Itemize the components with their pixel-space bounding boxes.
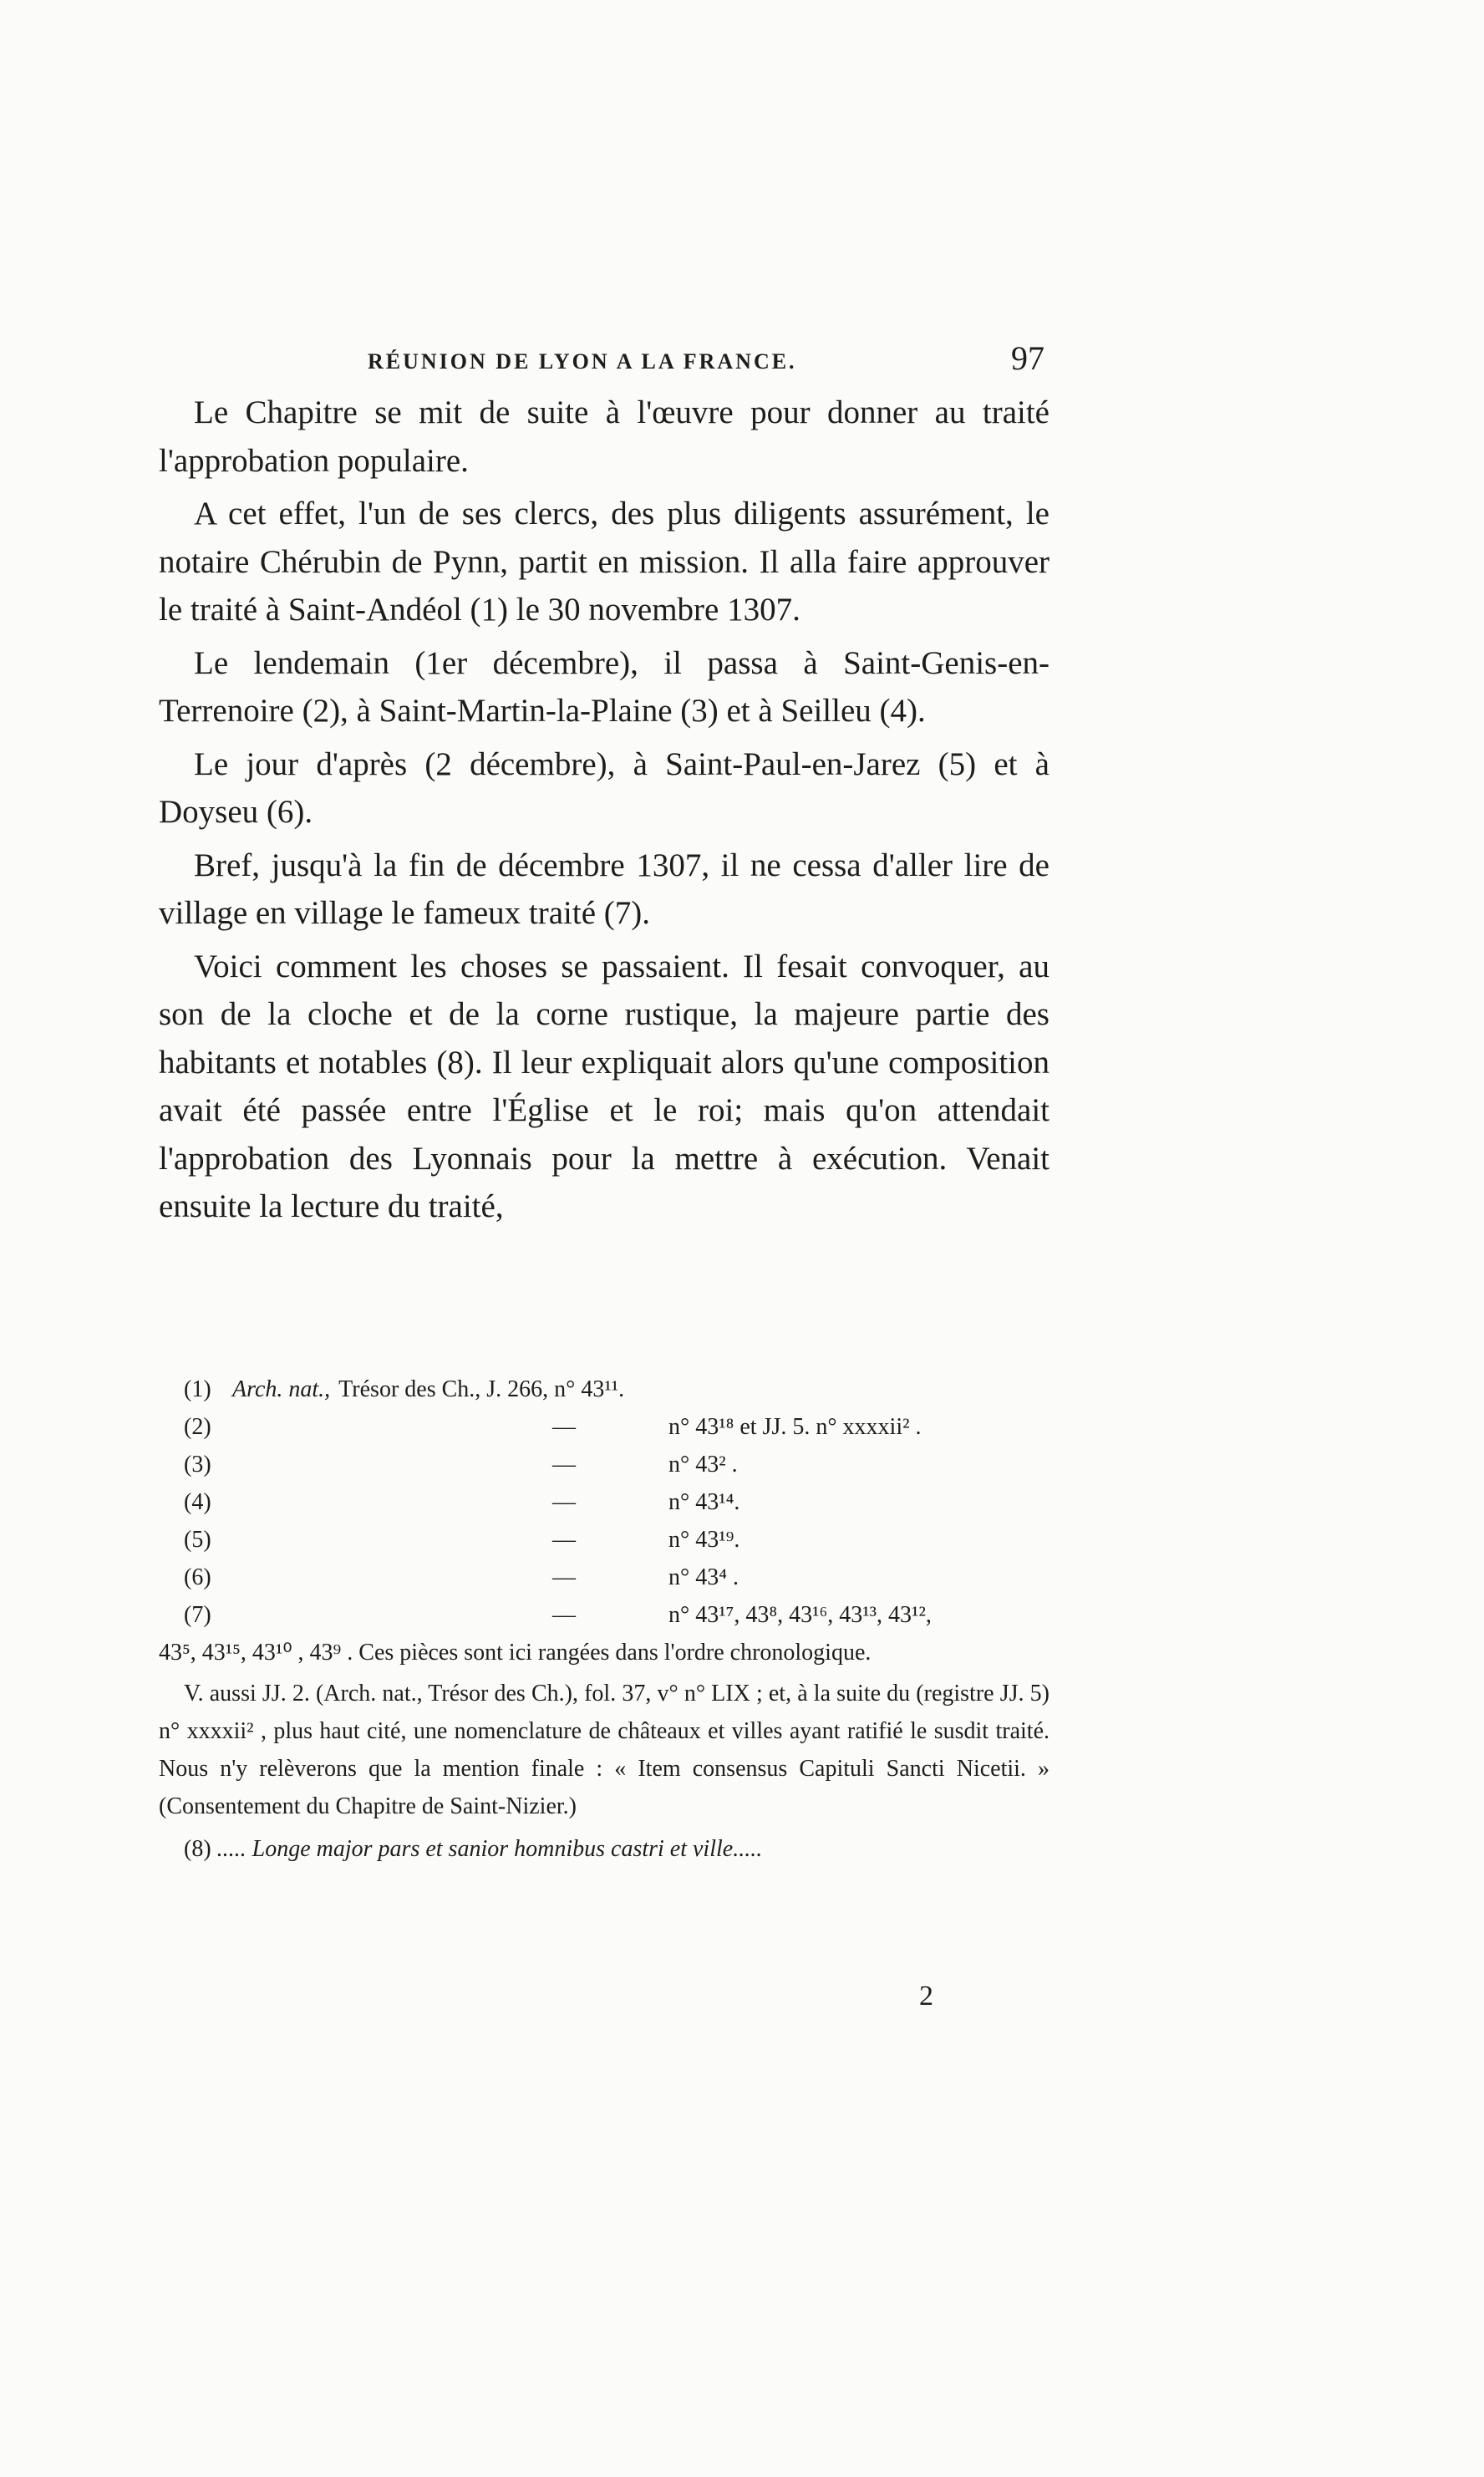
running-title: RÉUNION DE LYON A LA FRANCE. [368,349,797,374]
footnotes [159,1371,1049,1868]
ditto-dash: — [552,1489,576,1515]
main-text [159,389,1049,1236]
footnote-reference: n° 43² . [668,1452,738,1478]
footnote-row [159,1596,1049,1634]
ditto-dash: — [552,1602,576,1628]
footnote-row [159,1521,1049,1559]
footnote-row [159,1559,1049,1596]
footnote-number: (5) [184,1527,211,1553]
paragraph: Le Chapitre se mit de suite à l'œuvre pour donner au traité l'approbation populaire. [159,394,1049,479]
footnote-1 [159,1371,1049,1408]
footnote-number: (7) [184,1602,211,1628]
ditto-dash: — [552,1452,576,1478]
page-number: 97 [1011,339,1044,377]
footnote-reference: n° 43¹⁴. [668,1489,740,1515]
paragraph: A cet effet, l'un de ses clercs, des plus diligents assurément, le notaire Chérubin de Pynn, partit en mission. Il alla faire approuver le traité à Saint-Andéol (1) le 30 novembre 1307. [159,496,1049,628]
footnote-reference: Trésor des Ch., J. 266, n° 43¹¹. [338,1376,625,1402]
signature-mark: 2 [919,1981,933,2012]
footnote-number: (8) [184,1836,211,1862]
footnote-quote: ..... Longe major pars et sanior homnibus castri et ville..... [216,1836,763,1862]
footnote-row [159,1446,1049,1483]
paragraph: Le jour d'après (2 décembre), à Saint-Paul-en-Jarez (5) et à Doyseu (6). [159,745,1049,830]
footnote-paragraph: V. aussi JJ. 2. (Arch. nat., Trésor des Ch.), fol. 37, v° n° LIX ; et, à la suite du (registre JJ. 5) n° xxxxii² , plus haut cité, une nomenclature de châteaux et villes ayant ratifié le susdit traité. Nous n'y relèverons que la mention finale : « Item consensus Capituli Sancti Nicetii. » (Consentement du Chapitre de Saint-Nizier.) [159,1681,1049,1819]
footnote-number: (3) [184,1452,211,1478]
footnote-row [159,1483,1049,1521]
paragraph: Voici comment les choses se passaient. Il fesait convoquer, au son de la cloche et de la corne rustique, la majeure partie des habitants et notables (8). Il leur expliquait alors qu'une composition avait été passée entre l'Église et le roi; mais qu'on attendait l'approbation des Lyonnais pour la mettre à exécution. Venait ensuite la lecture du traité, [159,948,1049,1224]
footnote-number: (2) [184,1414,211,1440]
footnote-source: Arch. nat., [232,1376,331,1402]
footnote-number: (1) [184,1376,211,1402]
ditto-dash: — [552,1527,576,1553]
footnote-number: (4) [184,1489,211,1515]
footnote-reference: n° 43¹⁸ et JJ. 5. n° xxxxii² . [668,1414,922,1440]
footnote-number: (6) [184,1564,211,1590]
ditto-dash: — [552,1414,576,1440]
footnote-reference: n° 43¹⁹. [668,1527,740,1553]
footnote-reference: n° 43¹⁷, 43⁸, 43¹⁶, 43¹³, 43¹², [668,1602,932,1628]
paragraph: Le lendemain (1er décembre), il passa à Saint-Genis-en-Terrenoire (2), à Saint-Martin-la-Plaine (3) et à Seilleu (4). [159,644,1049,729]
paragraph: Bref, jusqu'à la fin de décembre 1307, il ne cessa d'aller lire de village en village le fameux traité (7). [159,847,1049,931]
footnote-continuation: 43⁵, 43¹⁵, 43¹⁰ , 43⁹ . Ces pièces sont ici rangées dans l'ordre chronologique. [159,1640,872,1666]
ditto-dash: — [552,1564,576,1590]
footnote-row [159,1408,1049,1446]
footnote-8 [159,1830,1049,1868]
footnote-reference: n° 43⁴ . [668,1564,739,1590]
